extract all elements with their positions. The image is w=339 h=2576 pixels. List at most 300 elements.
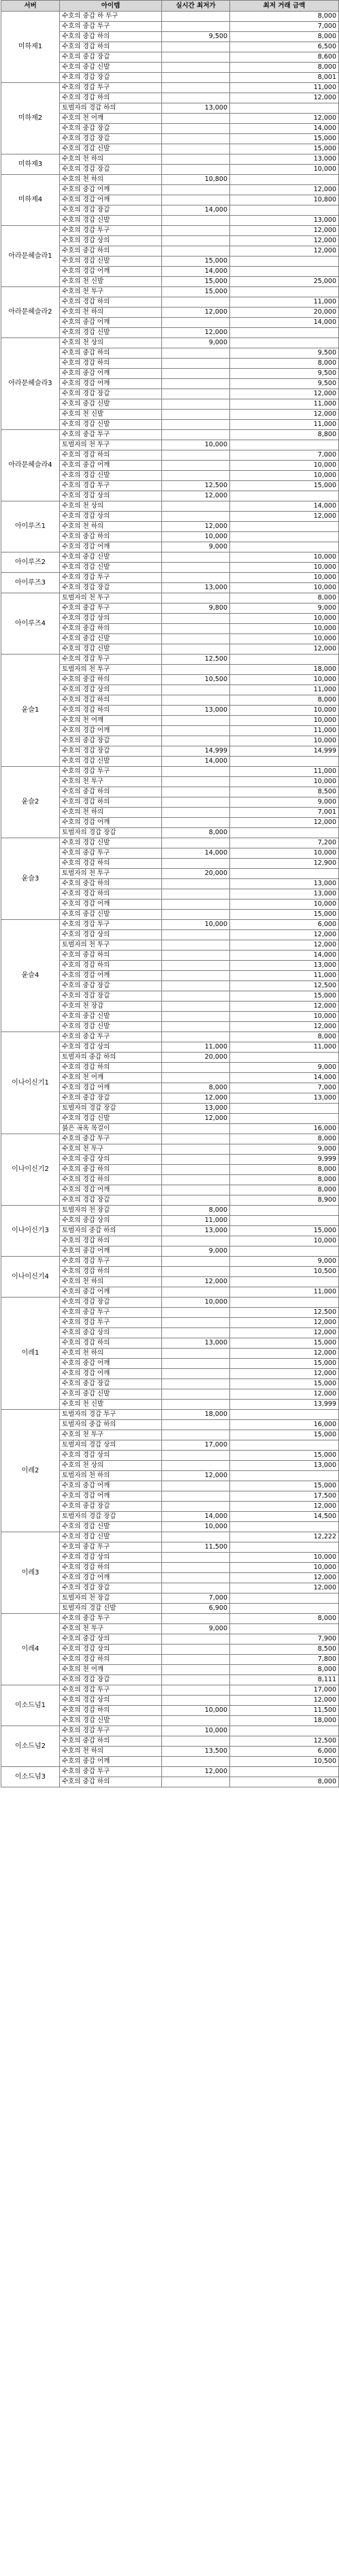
item-cell: 수호의 중갑 투구 bbox=[60, 1614, 162, 1624]
realtime-low-cell bbox=[162, 63, 230, 73]
item-cell: 수호의 경갑 신발 bbox=[60, 471, 162, 481]
item-cell: 수호의 경갑 신발 bbox=[60, 216, 162, 226]
min-trade-cell: 10,000 bbox=[230, 706, 339, 716]
realtime-low-cell bbox=[162, 144, 230, 154]
item-cell: 수호의 중갑 장갑 bbox=[60, 736, 162, 746]
item-cell: 수호의 경갑 하의 bbox=[60, 42, 162, 52]
realtime-low-cell: 12,500 bbox=[162, 481, 230, 491]
item-cell: 수호의 중갑 장갑 bbox=[60, 1379, 162, 1389]
item-cell: 수호의 경갑 장갑 bbox=[60, 1195, 162, 1206]
header-row bbox=[1, 1, 339, 12]
table-row bbox=[1, 920, 339, 930]
item-cell: 수호의 경갑 하의 bbox=[60, 297, 162, 308]
realtime-low-cell bbox=[162, 1400, 230, 1410]
item-cell: 수호의 경갑 하의 bbox=[60, 1236, 162, 1246]
min-trade-cell: 10,000 bbox=[230, 899, 339, 910]
table-row bbox=[1, 1532, 339, 1542]
item-cell: 수호의 경갑 하의 bbox=[60, 706, 162, 716]
item-cell: 수호의 중갑 어깨 bbox=[60, 1359, 162, 1369]
header-realtime-low: 실시간 최저가 bbox=[162, 1, 230, 12]
realtime-low-cell bbox=[162, 1777, 230, 1787]
min-trade-cell: 12,000 bbox=[230, 1349, 339, 1359]
item-cell: 수호의 경갑 하의 bbox=[60, 695, 162, 706]
realtime-low-cell: 14,999 bbox=[162, 746, 230, 757]
table-row bbox=[1, 501, 339, 512]
realtime-low-cell bbox=[162, 1532, 230, 1542]
server-cell: 이레4 bbox=[1, 1614, 60, 1685]
realtime-low-cell bbox=[162, 369, 230, 379]
realtime-low-cell: 11,000 bbox=[162, 1042, 230, 1053]
item-cell: 수호의 경갑 하의 bbox=[60, 1655, 162, 1665]
item-cell: 수호의 중갑 신발 bbox=[60, 399, 162, 410]
item-cell: 수호의 경갑 신발 bbox=[60, 1522, 162, 1532]
item-cell: 수호의 중갑 상의 bbox=[60, 1328, 162, 1338]
realtime-low-cell bbox=[162, 226, 230, 236]
min-trade-cell: 12,000 bbox=[230, 1328, 339, 1338]
realtime-low-cell: 12,000 bbox=[162, 1471, 230, 1481]
min-trade-cell: 15,000 bbox=[230, 1359, 339, 1369]
min-trade-cell: 13,000 bbox=[230, 154, 339, 165]
realtime-low-cell bbox=[162, 348, 230, 359]
item-cell: 수호의 경갑 하의 bbox=[60, 93, 162, 103]
min-trade-cell: 11,000 bbox=[230, 685, 339, 695]
min-trade-cell: 12,000 bbox=[230, 114, 339, 124]
item-cell: 수호의 경갑 장갑 bbox=[60, 205, 162, 216]
realtime-low-cell bbox=[162, 1553, 230, 1563]
item-cell: 수호의 경갑 장갑 bbox=[60, 134, 162, 144]
item-cell: 수호의 천 상의 bbox=[60, 1461, 162, 1471]
min-trade-cell: 8,500 bbox=[230, 1645, 339, 1655]
item-cell: 수호의 경갑 하의 bbox=[60, 450, 162, 461]
item-cell: 수호의 경갑 상의 bbox=[60, 512, 162, 522]
item-cell: 수호의 경갑 어깨 bbox=[60, 726, 162, 736]
item-cell: 수호의 중갑 투구 bbox=[60, 22, 162, 32]
server-cell: 아라문헤슬라2 bbox=[1, 287, 60, 338]
item-cell: 수호의 경갑 하의 bbox=[60, 359, 162, 369]
item-cell: 수호의 경갑 투구 bbox=[60, 767, 162, 777]
table-row bbox=[1, 287, 339, 297]
item-cell: 수호의 천 상의 bbox=[60, 501, 162, 512]
item-cell: 토벌자의 경갑 투구 bbox=[60, 1410, 162, 1420]
min-trade-cell: 8,000 bbox=[230, 1185, 339, 1195]
realtime-low-cell bbox=[162, 195, 230, 205]
realtime-low-cell: 14,000 bbox=[162, 848, 230, 859]
min-trade-cell: 10,000 bbox=[230, 461, 339, 471]
item-cell: 수호의 경갑 투구 bbox=[60, 1726, 162, 1736]
min-trade-cell: 11,000 bbox=[230, 971, 339, 981]
realtime-low-cell bbox=[162, 930, 230, 940]
realtime-low-cell bbox=[162, 1675, 230, 1685]
realtime-low-cell bbox=[162, 726, 230, 736]
min-trade-cell: 12,000 bbox=[230, 1389, 339, 1400]
realtime-low-cell bbox=[162, 1185, 230, 1195]
item-cell: 수호의 경갑 하의 bbox=[60, 961, 162, 971]
realtime-low-cell bbox=[162, 1481, 230, 1491]
item-cell: 수호의 경갑 투구 bbox=[60, 920, 162, 930]
price-table bbox=[1, 0, 339, 1787]
realtime-low-cell bbox=[162, 1389, 230, 1400]
realtime-low-cell bbox=[162, 971, 230, 981]
item-cell: 수호의 중갑 장갑 bbox=[60, 1502, 162, 1512]
min-trade-cell: 12,000 bbox=[230, 93, 339, 103]
min-trade-cell: 13,000 bbox=[230, 879, 339, 889]
min-trade-cell: 12,900 bbox=[230, 859, 339, 869]
table-row bbox=[1, 1206, 339, 1216]
item-cell: 토벌자의 경갑 장갑 bbox=[60, 828, 162, 838]
realtime-low-cell bbox=[162, 1195, 230, 1206]
server-cell: 윤슬2 bbox=[1, 767, 60, 838]
item-cell: 토벌자의 천 투구 bbox=[60, 440, 162, 450]
item-cell: 수호의 중갑 하의 bbox=[60, 532, 162, 542]
min-trade-cell: 10,000 bbox=[230, 848, 339, 859]
item-cell: 수호의 중갑 어깨 bbox=[60, 185, 162, 195]
realtime-low-cell bbox=[162, 644, 230, 655]
item-cell: 수호의 천 투구 bbox=[60, 1430, 162, 1440]
min-trade-cell: 12,000 bbox=[230, 185, 339, 195]
item-cell: 수호의 경갑 하의 bbox=[60, 797, 162, 808]
min-trade-cell: 8,000 bbox=[230, 1032, 339, 1042]
realtime-low-cell bbox=[162, 12, 230, 22]
min-trade-cell: 15,000 bbox=[230, 1451, 339, 1461]
item-cell: 수호의 경갑 어깨 bbox=[60, 899, 162, 910]
realtime-low-cell: 17,000 bbox=[162, 1440, 230, 1451]
item-cell: 수호의 중갑 하의 bbox=[60, 879, 162, 889]
realtime-low-cell bbox=[162, 52, 230, 63]
item-cell: 수호의 중갑 하 투구 bbox=[60, 12, 162, 22]
item-cell: 수호의 경갑 하의 bbox=[60, 1563, 162, 1573]
min-trade-cell: 8,000 bbox=[230, 1614, 339, 1624]
realtime-low-cell: 12,000 bbox=[162, 1093, 230, 1104]
item-cell: 수호의 경갑 투구 bbox=[60, 481, 162, 491]
item-cell: 수호의 경갑 어깨 bbox=[60, 1369, 162, 1379]
min-trade-cell: 18,000 bbox=[230, 665, 339, 675]
min-trade-cell: 10,000 bbox=[230, 583, 339, 593]
realtime-low-cell bbox=[162, 899, 230, 910]
realtime-low-cell bbox=[162, 1349, 230, 1359]
realtime-low-cell bbox=[162, 818, 230, 828]
min-trade-cell: 10,000 bbox=[230, 1012, 339, 1022]
min-trade-cell: 11,000 bbox=[230, 83, 339, 93]
item-cell: 수호의 경갑 투구 bbox=[60, 226, 162, 236]
min-trade-cell: 8,000 bbox=[230, 1134, 339, 1144]
table-row bbox=[1, 767, 339, 777]
server-cell: 이나이신기4 bbox=[1, 1257, 60, 1298]
realtime-low-cell: 12,000 bbox=[162, 491, 230, 501]
item-cell: 수호의 천 투구 bbox=[60, 1144, 162, 1155]
realtime-low-cell bbox=[162, 1757, 230, 1767]
realtime-low-cell bbox=[162, 297, 230, 308]
realtime-low-cell: 10,000 bbox=[162, 1298, 230, 1308]
item-cell: 수호의 천 장갑 bbox=[60, 1002, 162, 1012]
realtime-low-cell bbox=[162, 83, 230, 93]
item-cell: 토벌자의 중갑 하의 bbox=[60, 1420, 162, 1430]
min-trade-cell: 15,000 bbox=[230, 910, 339, 920]
server-cell: 윤슬4 bbox=[1, 920, 60, 1032]
table-row bbox=[1, 573, 339, 583]
min-trade-cell: 10,000 bbox=[230, 1553, 339, 1563]
min-trade-cell: 8,500 bbox=[230, 787, 339, 797]
header-min-trade: 최저 거래 금액 bbox=[230, 1, 339, 12]
realtime-low-cell bbox=[162, 910, 230, 920]
min-trade-cell bbox=[230, 757, 339, 767]
table-row bbox=[1, 838, 339, 848]
min-trade-cell: 15,000 bbox=[230, 1338, 339, 1349]
item-cell: 수호의 경갑 어깨 bbox=[60, 195, 162, 205]
server-cell: 아라문헤슬라4 bbox=[1, 430, 60, 501]
item-cell: 수호의 중갑 장갑 bbox=[60, 981, 162, 991]
realtime-low-cell: 10,000 bbox=[162, 532, 230, 542]
item-cell: 수호의 중갑 하의 bbox=[60, 675, 162, 685]
table-row bbox=[1, 1257, 339, 1267]
min-trade-cell: 14,000 bbox=[230, 951, 339, 961]
item-cell: 수호의 경갑 상의 bbox=[60, 1042, 162, 1053]
min-trade-cell: 8,800 bbox=[230, 430, 339, 440]
min-trade-cell bbox=[230, 1522, 339, 1532]
min-trade-cell: 9,000 bbox=[230, 1144, 339, 1155]
table-row bbox=[1, 83, 339, 93]
item-cell: 수호의 중갑 하의 bbox=[60, 1736, 162, 1747]
realtime-low-cell bbox=[162, 93, 230, 103]
min-trade-cell: 8,000 bbox=[230, 1175, 339, 1185]
item-cell: 수호의 경갑 상의 bbox=[60, 614, 162, 624]
item-cell: 수호의 중갑 신발 bbox=[60, 1012, 162, 1022]
item-cell: 수호의 천 어깨 bbox=[60, 716, 162, 726]
min-trade-cell: 12,000 bbox=[230, 410, 339, 420]
min-trade-cell bbox=[230, 328, 339, 338]
item-cell: 토벌자의 천 투구 bbox=[60, 593, 162, 604]
min-trade-cell: 11,000 bbox=[230, 399, 339, 410]
realtime-low-cell bbox=[162, 889, 230, 899]
realtime-low-cell bbox=[162, 573, 230, 583]
min-trade-cell: 9,000 bbox=[230, 604, 339, 614]
realtime-low-cell bbox=[162, 185, 230, 195]
item-cell: 수호의 천 하의 bbox=[60, 522, 162, 532]
min-trade-cell: 12,000 bbox=[230, 1583, 339, 1594]
realtime-low-cell bbox=[162, 563, 230, 573]
min-trade-cell: 11,500 bbox=[230, 1706, 339, 1716]
min-trade-cell: 12,000 bbox=[230, 1318, 339, 1328]
item-cell: 수호의 천 어깨 bbox=[60, 114, 162, 124]
min-trade-cell: 8,000 bbox=[230, 1777, 339, 1787]
min-trade-cell: 7,800 bbox=[230, 1655, 339, 1665]
realtime-low-cell bbox=[162, 1165, 230, 1175]
item-cell: 수호의 경갑 장갑 bbox=[60, 1583, 162, 1594]
item-cell: 수호의 경갑 장갑 bbox=[60, 991, 162, 1002]
item-cell: 수호의 경갑 어깨 bbox=[60, 1573, 162, 1583]
server-cell: 미하제1 bbox=[1, 12, 60, 83]
item-cell: 토벌자의 경갑 상의 bbox=[60, 1440, 162, 1451]
item-cell: 수호의 경갑 신발 bbox=[60, 563, 162, 573]
realtime-low-cell bbox=[162, 1124, 230, 1134]
realtime-low-cell bbox=[162, 359, 230, 369]
server-cell: 미하제4 bbox=[1, 175, 60, 226]
realtime-low-cell: 11,500 bbox=[162, 1542, 230, 1553]
server-cell: 아이루즈1 bbox=[1, 501, 60, 552]
min-trade-cell bbox=[230, 1471, 339, 1481]
min-trade-cell: 15,000 bbox=[230, 481, 339, 491]
realtime-low-cell bbox=[162, 624, 230, 634]
item-cell: 수호의 경갑 신발 bbox=[60, 1716, 162, 1726]
item-cell: 수호의 천 하의 bbox=[60, 1747, 162, 1757]
realtime-low-cell bbox=[162, 1379, 230, 1389]
item-cell: 수호의 경갑 신발 bbox=[60, 1114, 162, 1124]
min-trade-cell: 13,000 bbox=[230, 1093, 339, 1104]
realtime-low-cell bbox=[162, 501, 230, 512]
realtime-low-cell bbox=[162, 114, 230, 124]
realtime-low-cell bbox=[162, 73, 230, 83]
item-cell: 토벌자의 경갑 신발 bbox=[60, 1604, 162, 1614]
item-cell: 수호의 중갑 하의 bbox=[60, 1777, 162, 1787]
item-cell: 수호의 경갑 장갑 bbox=[60, 1675, 162, 1685]
realtime-low-cell bbox=[162, 614, 230, 624]
item-cell: 수호의 천 하의 bbox=[60, 1349, 162, 1359]
min-trade-cell bbox=[230, 1246, 339, 1257]
realtime-low-cell bbox=[162, 1236, 230, 1246]
item-cell: 수호의 경갑 투구 bbox=[60, 655, 162, 665]
item-cell: 수호의 경갑 하의 bbox=[60, 1706, 162, 1716]
realtime-low-cell bbox=[162, 879, 230, 889]
min-trade-cell bbox=[230, 828, 339, 838]
item-cell: 수호의 경갑 투구 bbox=[60, 1318, 162, 1328]
min-trade-cell: 8,000 bbox=[230, 695, 339, 706]
min-trade-cell: 12,000 bbox=[230, 930, 339, 940]
server-cell: 미하제3 bbox=[1, 154, 60, 175]
realtime-low-cell: 14,000 bbox=[162, 1512, 230, 1522]
min-trade-cell bbox=[230, 1298, 339, 1308]
realtime-low-cell: 9,000 bbox=[162, 542, 230, 552]
server-cell: 이소드넘2 bbox=[1, 1726, 60, 1767]
item-cell: 수호의 천 신발 bbox=[60, 1400, 162, 1410]
server-cell: 이나이신기3 bbox=[1, 1206, 60, 1257]
item-cell: 토벌자의 중갑 하의 bbox=[60, 1053, 162, 1063]
realtime-low-cell bbox=[162, 1696, 230, 1706]
item-cell: 수호의 경갑 하의 bbox=[60, 859, 162, 869]
realtime-low-cell: 9,000 bbox=[162, 338, 230, 348]
min-trade-cell bbox=[230, 1767, 339, 1777]
min-trade-cell: 14,500 bbox=[230, 1512, 339, 1522]
min-trade-cell: 8,111 bbox=[230, 1675, 339, 1685]
realtime-low-cell bbox=[162, 1665, 230, 1675]
min-trade-cell: 8,000 bbox=[230, 63, 339, 73]
realtime-low-cell bbox=[162, 165, 230, 175]
min-trade-cell bbox=[230, 1206, 339, 1216]
realtime-low-cell bbox=[162, 1461, 230, 1471]
item-cell: 수호의 경갑 신발 bbox=[60, 328, 162, 338]
realtime-low-cell bbox=[162, 787, 230, 797]
item-cell: 수호의 중갑 하의 bbox=[60, 951, 162, 961]
item-cell: 수호의 중갑 상의 bbox=[60, 1216, 162, 1226]
item-cell: 수호의 중갑 신발 bbox=[60, 910, 162, 920]
item-cell: 수호의 중갑 하의 bbox=[60, 348, 162, 359]
realtime-low-cell bbox=[162, 124, 230, 134]
min-trade-cell: 12,222 bbox=[230, 1532, 339, 1542]
min-trade-cell: 12,000 bbox=[230, 236, 339, 246]
item-cell: 토벌자의 천 하의 bbox=[60, 1471, 162, 1481]
table-row bbox=[1, 175, 339, 185]
min-trade-cell: 10,000 bbox=[230, 716, 339, 726]
realtime-low-cell bbox=[162, 42, 230, 52]
realtime-low-cell: 13,000 bbox=[162, 583, 230, 593]
item-cell: 토벌자의 천 장갑 bbox=[60, 1206, 162, 1216]
realtime-low-cell bbox=[162, 450, 230, 461]
realtime-low-cell bbox=[162, 838, 230, 848]
header-server: 서버 bbox=[1, 1, 60, 12]
min-trade-cell: 11,000 bbox=[230, 1287, 339, 1298]
item-cell: 수호의 천 하의 bbox=[60, 308, 162, 318]
min-trade-cell: 10,000 bbox=[230, 736, 339, 746]
table-row bbox=[1, 1685, 339, 1696]
item-cell: 수호의 중갑 하의 bbox=[60, 787, 162, 797]
realtime-low-cell bbox=[162, 1318, 230, 1328]
min-trade-cell: 14,999 bbox=[230, 746, 339, 757]
min-trade-cell: 8,000 bbox=[230, 32, 339, 42]
server-cell: 이소드넘3 bbox=[1, 1767, 60, 1787]
server-cell: 윤슬3 bbox=[1, 838, 60, 920]
min-trade-cell: 10,500 bbox=[230, 1757, 339, 1767]
realtime-low-cell bbox=[162, 22, 230, 32]
min-trade-cell: 11,000 bbox=[230, 726, 339, 736]
min-trade-cell: 10,000 bbox=[230, 614, 339, 624]
item-cell: 수호의 천 어깨 bbox=[60, 1073, 162, 1083]
min-trade-cell: 7,000 bbox=[230, 22, 339, 32]
realtime-low-cell bbox=[162, 1634, 230, 1645]
item-cell: 수호의 천 어깨 bbox=[60, 1665, 162, 1675]
min-trade-cell bbox=[230, 257, 339, 267]
min-trade-cell: 15,000 bbox=[230, 1430, 339, 1440]
realtime-low-cell: 14,000 bbox=[162, 267, 230, 277]
min-trade-cell: 12,000 bbox=[230, 1502, 339, 1512]
min-trade-cell: 8,000 bbox=[230, 1665, 339, 1675]
realtime-low-cell bbox=[162, 1063, 230, 1073]
item-cell: 수호의 중갑 상의 bbox=[60, 1155, 162, 1165]
min-trade-cell bbox=[230, 532, 339, 542]
item-cell: 토벌자의 천 투구 bbox=[60, 869, 162, 879]
realtime-low-cell: 10,000 bbox=[162, 440, 230, 450]
item-cell: 토벌자의 중갑 하의 bbox=[60, 1226, 162, 1236]
realtime-low-cell bbox=[162, 134, 230, 144]
item-cell: 수호의 천 하의 bbox=[60, 175, 162, 185]
realtime-low-cell bbox=[162, 1502, 230, 1512]
item-cell: 수호의 경갑 어깨 bbox=[60, 542, 162, 552]
item-cell: 수호의 천 하의 bbox=[60, 808, 162, 818]
item-cell: 수호의 경갑 상의 bbox=[60, 1645, 162, 1655]
realtime-low-cell bbox=[162, 716, 230, 726]
min-trade-cell bbox=[230, 287, 339, 297]
min-trade-cell: 12,000 bbox=[230, 246, 339, 257]
item-cell: 수호의 중갑 신발 bbox=[60, 634, 162, 644]
table-row bbox=[1, 1298, 339, 1308]
item-cell: 수호의 경갑 어깨 bbox=[60, 1185, 162, 1195]
min-trade-cell: 10,000 bbox=[230, 1563, 339, 1573]
min-trade-cell: 12,500 bbox=[230, 1308, 339, 1318]
realtime-low-cell bbox=[162, 634, 230, 644]
item-cell: 수호의 경갑 상의 bbox=[60, 491, 162, 501]
min-trade-cell bbox=[230, 267, 339, 277]
realtime-low-cell bbox=[162, 1655, 230, 1665]
server-cell: 아이루즈3 bbox=[1, 573, 60, 593]
realtime-low-cell bbox=[162, 685, 230, 695]
item-cell: 수호의 중갑 어깨 bbox=[60, 318, 162, 328]
realtime-low-cell: 7,000 bbox=[162, 1594, 230, 1604]
realtime-low-cell bbox=[162, 1155, 230, 1165]
realtime-low-cell: 20,000 bbox=[162, 1053, 230, 1063]
realtime-low-cell: 11,000 bbox=[162, 1216, 230, 1226]
item-cell: 수호의 경갑 신발 bbox=[60, 644, 162, 655]
item-cell: 수호의 경갑 신발 bbox=[60, 838, 162, 848]
realtime-low-cell: 15,000 bbox=[162, 257, 230, 267]
table-row bbox=[1, 154, 339, 165]
item-cell: 수호의 중갑 투구 bbox=[60, 1767, 162, 1777]
